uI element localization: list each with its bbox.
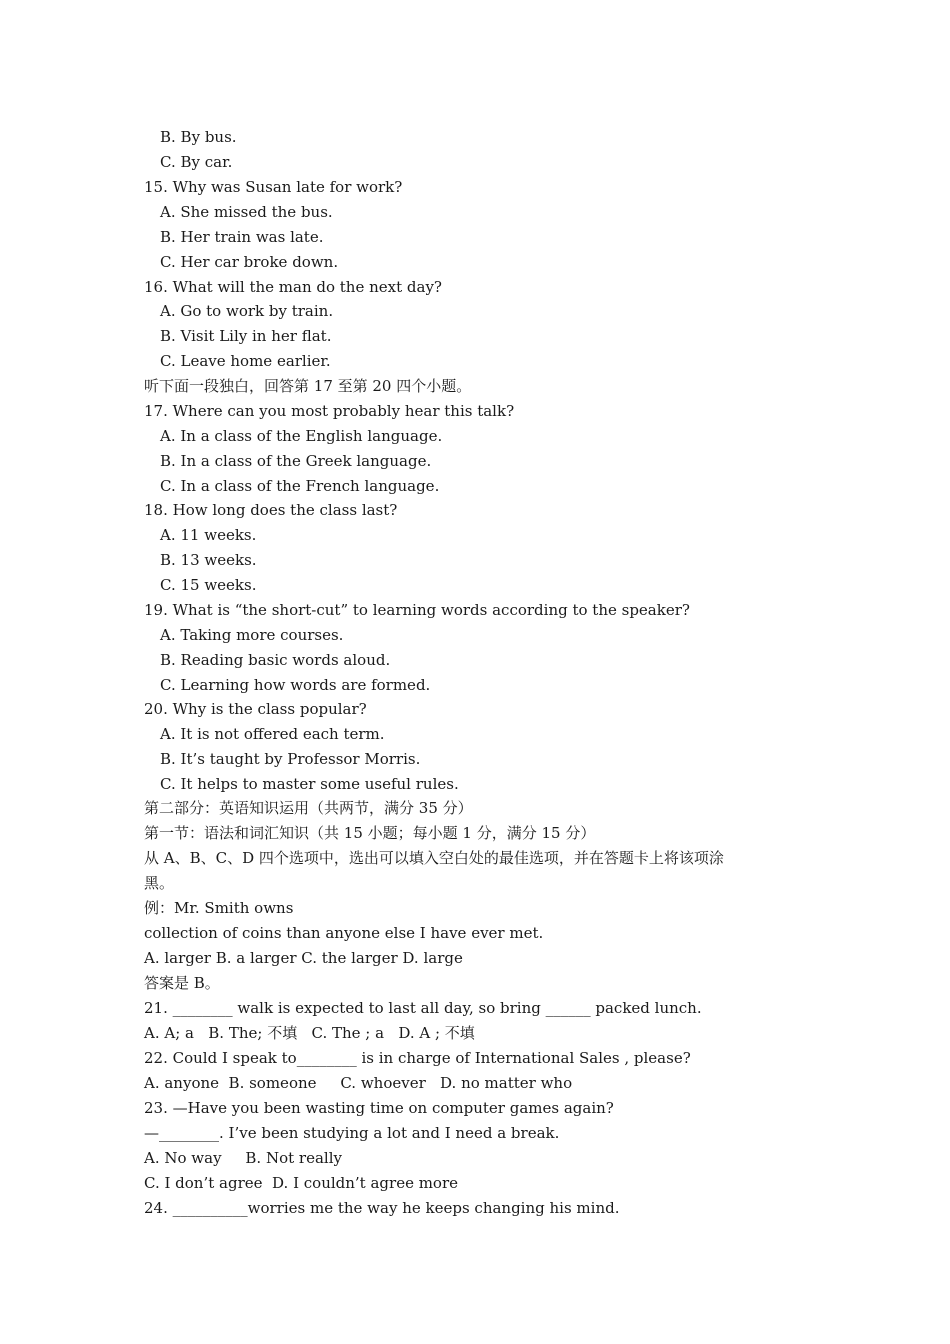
- question-24: 24. __________worries me the way he keeps changing his mind.: [144, 1199, 620, 1217]
- option-19b: B. Reading basic words aloud.: [160, 651, 391, 669]
- option-19a: A. Taking more courses.: [160, 626, 344, 644]
- question-19: 19. What is “the short-cut” to learning words according to the speaker?: [144, 601, 690, 619]
- example-options: A. larger B. a larger C. the larger D. large: [144, 949, 463, 967]
- example-prompt: 例：Mr. Smith owns: [144, 899, 294, 917]
- question-23: 23. —Have you been wasting time on computer games again?: [144, 1099, 614, 1117]
- question-16: 16. What will the man do the next day?: [144, 278, 442, 296]
- option-16a: A. Go to work by train.: [160, 302, 334, 320]
- option-17c: C. In a class of the French language.: [160, 477, 440, 495]
- option-20a: A. It is not offered each term.: [160, 725, 385, 743]
- option-18a: A. 11 weeks.: [160, 526, 257, 544]
- option-18c: C. 15 weeks.: [160, 576, 257, 594]
- section1-instruction-cont: 黑。: [144, 874, 175, 892]
- option-17b: B. In a class of the Greek language.: [160, 452, 432, 470]
- question-22: 22. Could I speak to________ is in charge of International Sales , please?: [144, 1049, 691, 1067]
- question-17: 17. Where can you most probably hear this talk?: [144, 402, 515, 420]
- question-20: 20. Why is the class popular?: [144, 700, 367, 718]
- question-21: 21. ________ walk is expected to last all day, so bring ______ packed lunch.: [144, 999, 702, 1017]
- options-23-cd: C. I don’t agree D. I couldn’t agree more: [144, 1174, 459, 1192]
- question-15: 15. Why was Susan late for work?: [144, 178, 403, 196]
- option-16c: C. Leave home earlier.: [160, 352, 331, 370]
- option-14b: B. By bus.: [160, 128, 237, 146]
- options-21: A. A; a B. The; 不填 C. The ; a D. A ; 不填: [144, 1024, 475, 1042]
- example-sentence: collection of coins than anyone else I have ever met.: [144, 924, 544, 942]
- option-15a: A. She missed the bus.: [160, 203, 333, 221]
- options-22: A. anyone B. someone C. whoever D. no matter who: [144, 1074, 573, 1092]
- options-23-ab: A. No way B. Not really: [144, 1149, 342, 1167]
- section1-instruction: 从 A、B、C、D 四个选项中，选出可以填入空白处的最佳选项，并在答题卡上将该项涂: [144, 849, 724, 867]
- option-18b: B. 13 weeks.: [160, 551, 257, 569]
- option-20b: B. It’s taught by Professor Morris.: [160, 750, 421, 768]
- option-19c: C. Learning how words are formed.: [160, 676, 431, 694]
- option-14c: C. By car.: [160, 153, 233, 171]
- section1-heading: 第一节：语法和词汇知识（共 15 小题；每小题 1 分，满分 15 分）: [144, 824, 596, 842]
- option-16b: B. Visit Lily in her flat.: [160, 327, 332, 345]
- example-answer: 答案是 B。: [144, 974, 220, 992]
- listening-instruction: 听下面一段独白，回答第 17 至第 20 四个小题。: [144, 377, 472, 395]
- part2-heading: 第二部分：英语知识运用（共两节，满分 35 分）: [144, 799, 473, 817]
- option-15b: B. Her train was late.: [160, 228, 324, 246]
- question-18: 18. How long does the class last?: [144, 501, 398, 519]
- option-15c: C. Her car broke down.: [160, 253, 339, 271]
- option-20c: C. It helps to master some useful rules.: [160, 775, 459, 793]
- question-23-reply: —________. I’ve been studying a lot and I need a break.: [144, 1124, 560, 1142]
- option-17a: A. In a class of the English language.: [160, 427, 443, 445]
